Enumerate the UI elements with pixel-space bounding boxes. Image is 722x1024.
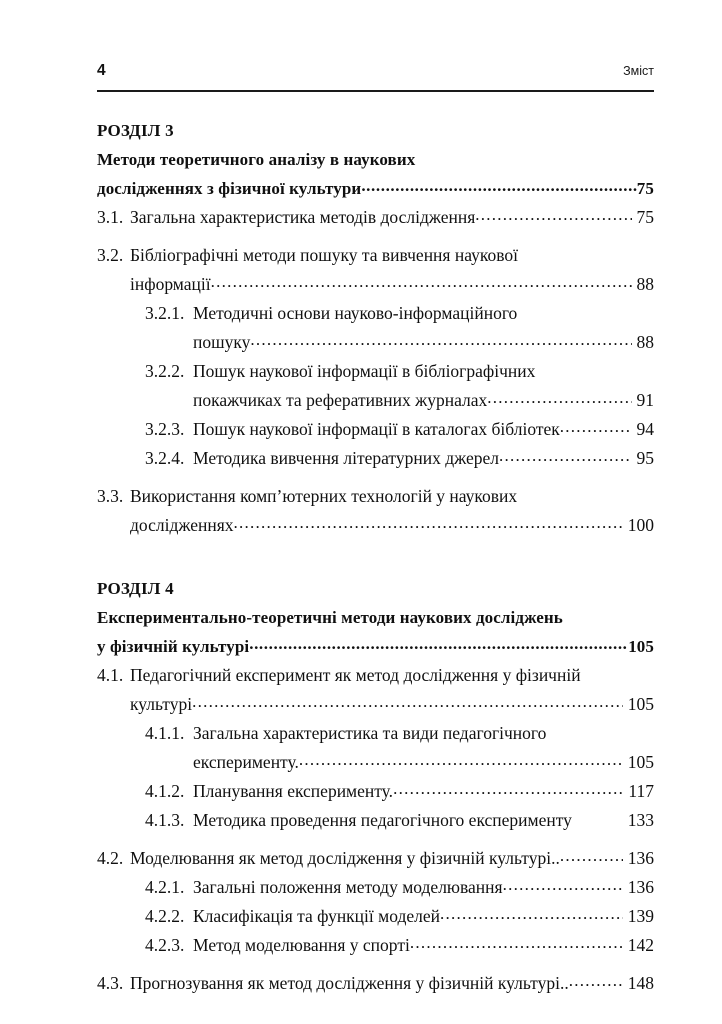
dot-leader: [249, 629, 628, 658]
toc-entry-title: Пошук наукової інформації в бібліографічних: [193, 361, 536, 381]
dot-leader: [250, 325, 631, 354]
toc-entry-title: Метод моделювання у спорті: [193, 935, 410, 955]
toc-entry-title: Методика проведення педагогічного експерименту: [193, 810, 572, 830]
dot-leader: [560, 841, 623, 870]
toc-section-line: [97, 661, 654, 690]
toc-subsection-line: [97, 328, 654, 357]
dot-leader: [361, 171, 636, 200]
toc-entry-title: Загальна характеристика та види педагогічного: [193, 723, 547, 743]
toc-entry-title: дослідженнях з фізичної культури: [97, 179, 362, 198]
toc-entry-title: Пошук наукової інформації в каталогах бібліотек: [193, 419, 560, 439]
toc-entry-title: Планування експерименту.: [193, 781, 394, 801]
toc-page-number: 117: [628, 781, 654, 801]
toc-entry-number: 4.2.2.: [145, 906, 185, 926]
toc-subsection-line: [97, 357, 654, 386]
toc-entry-title: Використання комп’ютерних технологій у наукових: [130, 486, 518, 506]
toc-section-line: [97, 203, 654, 232]
toc-chapter-title-line: [97, 145, 654, 174]
toc-section-line: [97, 511, 654, 540]
toc-entry-title: Загальні положення методу моделювання: [193, 877, 503, 897]
toc-entry-title: експерименту.: [193, 752, 299, 772]
toc-part: [97, 116, 654, 540]
dot-leader: [211, 267, 632, 296]
toc-entry-number: 3.3.: [97, 486, 124, 506]
toc-entry-title: Прогнозування як метод дослідження у фізичній культурі..: [130, 973, 569, 993]
toc-entry-number: 4.2.: [97, 848, 124, 868]
toc-page-number: 142: [627, 935, 654, 955]
header-rule: [97, 90, 654, 92]
toc-entry-number: 3.2.: [97, 245, 124, 265]
toc-subsection-line: [97, 299, 654, 328]
toc-entry-title: Методи теоретичного аналізу в наукових: [97, 150, 416, 169]
toc-section-line: [97, 270, 654, 299]
toc-entry-number: 4.1.2.: [145, 781, 185, 801]
toc-spacer: [97, 473, 654, 482]
toc-entry-title: Методичні основи науково-інформаційного: [193, 303, 518, 323]
toc-subsection-line: [97, 902, 654, 931]
running-head-title: Зміст: [623, 64, 654, 78]
toc-subsection-line: [97, 806, 654, 835]
toc-entry-number: 3.2.2.: [145, 361, 185, 381]
toc-spacer: [97, 232, 654, 241]
toc-entry-number: 3.2.4.: [145, 448, 185, 468]
dot-leader: [393, 774, 623, 803]
toc-entry-number: 4.1.: [97, 665, 124, 685]
toc-entry-number: 4.1.3.: [145, 810, 185, 830]
dot-leader: [487, 383, 631, 412]
toc-page-number: 105: [627, 752, 654, 772]
toc-section-line: [97, 690, 654, 719]
toc-entry-title: Бібліографічні методи пошуку та вивчення наукової: [130, 245, 518, 265]
toc-subsection-line: [97, 444, 654, 473]
toc-page-number: 75: [636, 179, 654, 198]
dot-leader: [234, 508, 623, 537]
toc-page-number: 105: [628, 637, 654, 656]
toc-entry-title: Класифікація та функції моделей: [193, 906, 441, 926]
toc-page-number: 88: [636, 332, 654, 352]
toc-section-line: [97, 482, 654, 511]
toc-entry-number: 4.2.3.: [145, 935, 185, 955]
toc-entry-number: 3.1.: [97, 207, 124, 227]
toc-page-number: 139: [627, 906, 654, 926]
toc-page-number: 95: [636, 448, 654, 468]
dot-leader: [560, 412, 632, 441]
toc-chapter-label: РОЗДІЛ 4: [97, 579, 174, 598]
dot-leader: [475, 200, 631, 229]
toc-entry-title: Експериментально-теоретичні методи наукових досліджень: [97, 608, 563, 627]
dot-leader: [499, 441, 632, 470]
toc-page-number: 105: [627, 694, 654, 714]
toc-entry-title: дослідженнях: [130, 515, 234, 535]
toc-entry-title: культурі: [130, 694, 193, 714]
toc-entry-title: інформації: [130, 274, 211, 294]
dot-leader: [299, 745, 623, 774]
toc-subsection-line: [97, 415, 654, 444]
toc-page-number: 100: [627, 515, 654, 535]
toc-chapter-label: РОЗДІЛ 3: [97, 121, 174, 140]
toc-entry-title: пошуку: [193, 332, 251, 352]
toc-entry-number: 4.2.1.: [145, 877, 185, 897]
toc-chapter-title-line: [97, 603, 654, 632]
toc-subsection-line: [97, 719, 654, 748]
toc-entry-number: 3.2.3.: [145, 419, 185, 439]
toc-entry-number: 3.2.1.: [145, 303, 185, 323]
toc-subsection-line: [97, 777, 654, 806]
toc-chapter-title-line: [97, 174, 654, 203]
toc-page-number: 75: [636, 207, 654, 227]
table-of-contents: [97, 116, 654, 998]
toc-chapter-title-line: [97, 632, 654, 661]
dot-leader: [503, 870, 623, 899]
dot-leader: [192, 687, 623, 716]
toc-entry-title: Методика вивчення літературних джерел: [193, 448, 499, 468]
toc-entry-title: Моделювання як метод дослідження у фізичній культурі..: [130, 848, 560, 868]
dot-leader: [410, 928, 623, 957]
toc-entry-title: Загальна характеристика методів дослідження: [130, 207, 476, 227]
dot-leader: [569, 966, 623, 995]
toc-section-line: [97, 241, 654, 270]
toc-entry-title: у фізичній культурі: [97, 637, 250, 656]
toc-subsection-line: [97, 873, 654, 902]
toc-subsection-line: [97, 748, 654, 777]
toc-entry-number: 4.3.: [97, 973, 124, 993]
toc-page-number: 136: [627, 848, 654, 868]
toc-section-line: [97, 844, 654, 873]
toc-section-line: [97, 969, 654, 998]
toc-subsection-line: [97, 931, 654, 960]
dot-leader: [440, 899, 623, 928]
toc-page-number: 88: [636, 274, 654, 294]
toc-page-number: 148: [627, 973, 654, 993]
toc-page-number: 133: [627, 810, 654, 830]
toc-page-number: 91: [636, 390, 654, 410]
toc-subsection-line: [97, 386, 654, 415]
toc-entry-title: покажчиках та реферативних журналах: [193, 390, 488, 410]
toc-page-number: 94: [636, 419, 654, 439]
running-head: [97, 62, 654, 80]
toc-entry-number: 4.1.1.: [145, 723, 185, 743]
toc-part: [97, 574, 654, 998]
toc-entry-title: Педагогічний експеримент як метод дослідження у фізичній: [130, 665, 581, 685]
page-folio: 4: [97, 62, 106, 79]
toc-page-number: 136: [627, 877, 654, 897]
